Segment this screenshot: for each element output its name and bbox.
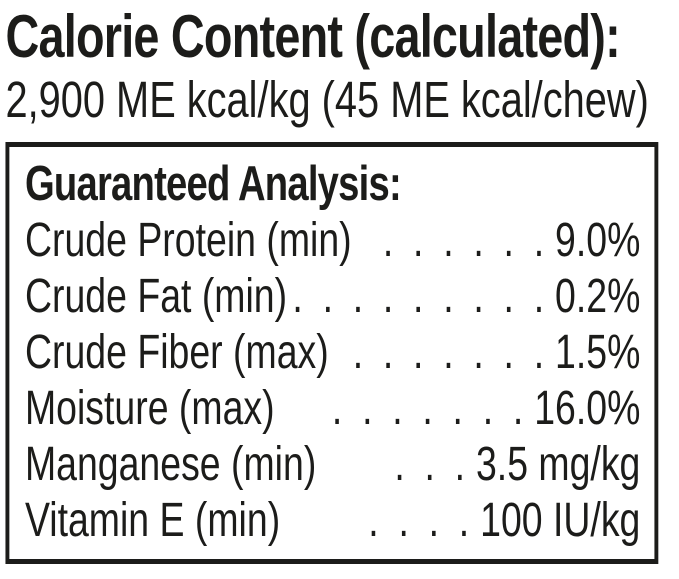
dot-leader: . . .	[394, 438, 470, 491]
calorie-content-value: 2,900 ME kcal/kg (45 ME kcal/chew)	[5, 71, 649, 128]
guaranteed-analysis-panel	[5, 142, 658, 564]
nutrient-label: Crude Fat (min)	[24, 270, 288, 323]
nutrient-amount	[368, 493, 640, 549]
nutrient-amount	[394, 437, 640, 493]
nutrient-label: Manganese (min)	[24, 438, 317, 491]
nutrient-amount	[292, 269, 640, 325]
nutrient-label: Vitamin E (min)	[24, 494, 281, 547]
nutrient-label: Moisture (max)	[24, 382, 275, 435]
dot-leader: . . . . . . .	[352, 326, 549, 379]
nutrient-value: 3.5 mg/kg	[475, 438, 641, 491]
dot-leader: . . . . . . .	[331, 382, 528, 435]
nutrient-value: 16.0%	[534, 382, 641, 435]
analysis-row	[25, 493, 640, 549]
dot-leader: . . . . . .	[382, 214, 549, 267]
analysis-rows	[25, 213, 640, 549]
dot-leader: . . . .	[368, 494, 474, 547]
analysis-row	[25, 437, 640, 493]
analysis-row	[25, 213, 640, 269]
dot-leader: . . . . . . . . .	[292, 270, 549, 323]
analysis-row	[25, 325, 640, 381]
nutrient-label: Crude Fiber (max)	[24, 326, 329, 379]
nutrient-value: 0.2%	[555, 270, 641, 323]
guaranteed-analysis-heading: Guaranteed Analysis:	[24, 157, 401, 211]
nutrient-amount	[353, 325, 641, 381]
nutrient-amount	[332, 381, 640, 437]
nutrient-amount	[383, 213, 640, 269]
nutrition-label	[0, 4, 679, 564]
nutrient-value: 9.0%	[555, 214, 641, 267]
nutrient-label: Crude Protein (min)	[24, 214, 352, 267]
analysis-row	[25, 381, 640, 437]
calorie-content-title: Calorie Content (calculated):	[5, 3, 620, 70]
nutrient-value: 100 IU/kg	[480, 494, 641, 547]
nutrient-value: 1.5%	[555, 326, 641, 379]
analysis-row	[25, 269, 640, 325]
